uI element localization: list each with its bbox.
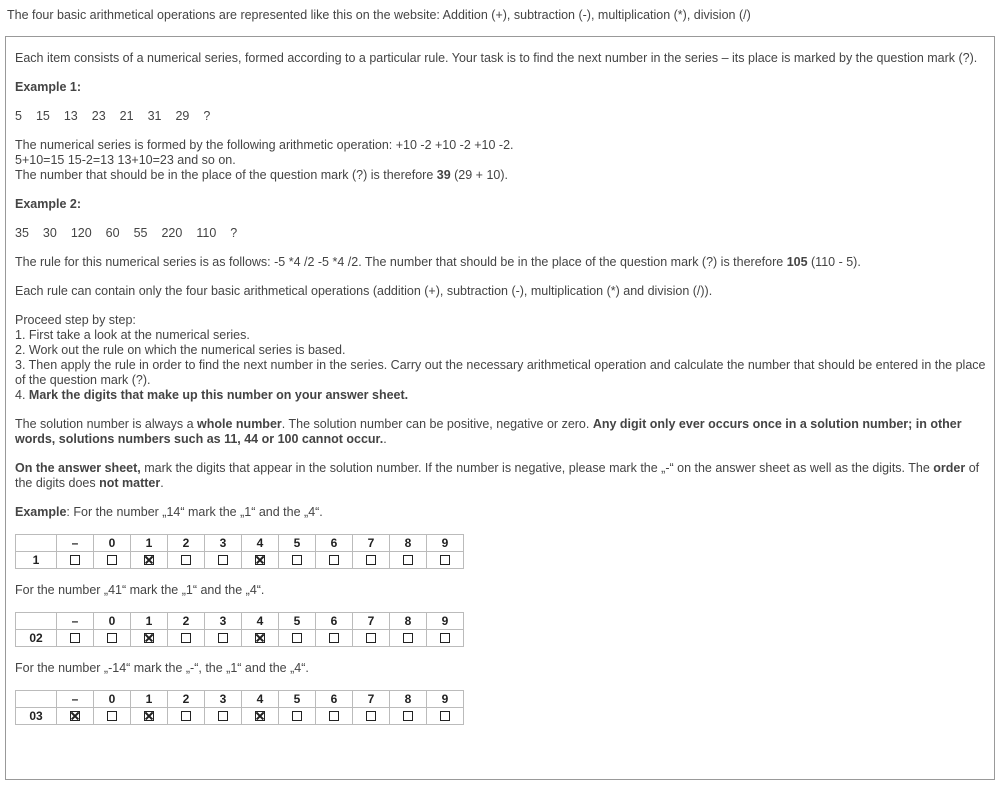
series-number: 120 [70, 226, 92, 240]
checkbox-icon[interactable] [70, 633, 80, 643]
checkbox-cell [131, 630, 168, 647]
column-header: 1 [131, 691, 168, 708]
checkbox-cell [242, 630, 279, 647]
checkbox-icon[interactable] [107, 711, 117, 721]
answer-table-2 [15, 612, 464, 647]
column-header: 5 [279, 691, 316, 708]
series-number: 31 [147, 109, 162, 123]
example2-series [15, 226, 987, 241]
column-header: 1 [131, 535, 168, 552]
step-4: 4. Mark the digits that make up this number on your answer sheet. [15, 388, 409, 402]
checkbox-icon[interactable] [329, 555, 339, 565]
checkbox-icon[interactable] [292, 711, 302, 721]
row-label: 02 [16, 630, 57, 647]
column-header: 4 [242, 535, 279, 552]
series-number: 35 [15, 226, 29, 240]
example1-explanation [15, 138, 987, 183]
checkbox-icon[interactable] [440, 711, 450, 721]
checkbox-cell [205, 708, 242, 725]
caption-3: For the number „-14“ mark the „-“, the „1“ and the „4“. [15, 661, 309, 675]
step-2: 2. Work out the rule on which the numerical series is based. [15, 343, 346, 357]
checked-checkbox-icon[interactable] [144, 633, 154, 643]
checkbox-icon[interactable] [107, 555, 117, 565]
checkbox-icon[interactable] [403, 633, 413, 643]
checkbox-cell [316, 552, 353, 569]
row-label: 03 [16, 708, 57, 725]
column-header: – [57, 535, 94, 552]
example1-line2: 5+10=15 15-2=13 13+10=23 and so on. [15, 153, 236, 167]
column-header: 9 [427, 613, 464, 630]
series-number: ? [203, 109, 211, 123]
checkbox-cell [316, 630, 353, 647]
column-header: 7 [353, 691, 390, 708]
series-number: 60 [105, 226, 120, 240]
checkbox-cell [279, 630, 316, 647]
checkbox-icon[interactable] [329, 711, 339, 721]
column-header: 4 [242, 691, 279, 708]
column-header: 0 [94, 613, 131, 630]
checkbox-cell [427, 552, 464, 569]
checkbox-cell [390, 552, 427, 569]
series-number: 13 [63, 109, 78, 123]
checked-checkbox-icon[interactable] [255, 555, 265, 565]
example1-series [15, 109, 987, 124]
column-header: 4 [242, 613, 279, 630]
instructions-box [5, 36, 995, 780]
example1-heading: Example 1: [15, 80, 82, 94]
checkbox-cell [353, 708, 390, 725]
column-header: 2 [168, 691, 205, 708]
example3-caption: Example: For the number „14“ mark the „1“ and the „4“. [15, 505, 323, 519]
column-header: 0 [94, 691, 131, 708]
series-number: 29 [175, 109, 190, 123]
checkbox-cell [316, 708, 353, 725]
instructions-content [15, 51, 987, 725]
series-number: 21 [119, 109, 134, 123]
checkbox-cell [427, 630, 464, 647]
series-number: 220 [161, 226, 183, 240]
series-number: 15 [35, 109, 50, 123]
checkbox-icon[interactable] [70, 555, 80, 565]
steps-list [15, 313, 987, 403]
series-number: 5 [15, 109, 22, 123]
column-header: 6 [316, 535, 353, 552]
checkbox-icon[interactable] [292, 555, 302, 565]
checkbox-icon[interactable] [181, 633, 191, 643]
column-header: 8 [390, 613, 427, 630]
checkbox-cell [242, 552, 279, 569]
column-header: 3 [205, 613, 242, 630]
series-number: 30 [42, 226, 57, 240]
checkbox-cell [353, 552, 390, 569]
checked-checkbox-icon[interactable] [70, 711, 80, 721]
column-header: 1 [131, 613, 168, 630]
checked-checkbox-icon[interactable] [255, 711, 265, 721]
checkbox-icon[interactable] [366, 555, 376, 565]
checkbox-cell [205, 552, 242, 569]
task-description: Each item consists of a numerical series, formed according to a particular rule. Your task is to find the next number in the series – its place is marked by the question mark (?). [15, 51, 978, 65]
example1-line3: The number that should be in the place of the question mark (?) is therefore 39 (29 + 10). [15, 168, 508, 182]
checkbox-cell [279, 552, 316, 569]
intro-text: The four basic arithmetical operations are represented like this on the website: Addition (+), subtraction (-), multiplication (*), division (/) [7, 8, 751, 22]
column-header: 0 [94, 535, 131, 552]
rule-note: Each rule can contain only the four basic arithmetical operations (addition (+), subtraction (-), multiplication (*) and division (/)). [15, 284, 713, 298]
checkbox-icon[interactable] [181, 711, 191, 721]
checkbox-icon[interactable] [292, 633, 302, 643]
column-header: 2 [168, 613, 205, 630]
checkbox-icon[interactable] [403, 555, 413, 565]
table-corner [16, 613, 57, 630]
table-corner [16, 691, 57, 708]
checkbox-icon[interactable] [366, 633, 376, 643]
checkbox-cell [57, 630, 94, 647]
column-header: 3 [205, 691, 242, 708]
caption-2: For the number „41“ mark the „1“ and the „4“. [15, 583, 265, 597]
checkbox-cell [94, 552, 131, 569]
checkbox-cell [57, 552, 94, 569]
checkbox-cell [390, 708, 427, 725]
checkbox-icon[interactable] [218, 555, 228, 565]
column-header: 6 [316, 691, 353, 708]
checked-checkbox-icon[interactable] [144, 555, 154, 565]
column-header: 6 [316, 613, 353, 630]
checkbox-cell [131, 708, 168, 725]
example1-line1: The numerical series is formed by the following arithmetic operation: +10 -2 +10 -2 +10 -2. [15, 138, 514, 152]
checkbox-cell [205, 630, 242, 647]
checkbox-cell [168, 630, 205, 647]
checkbox-icon[interactable] [218, 711, 228, 721]
series-number: ? [230, 226, 238, 240]
checkbox-icon[interactable] [366, 711, 376, 721]
solution-note: The solution number is always a whole number. The solution number can be positive, negative or zero. Any digit only ever occurs once in a solution number; in other words, solutions numbers such as 11, 44 or 100 cannot occur.. [15, 417, 962, 446]
table-corner [16, 535, 57, 552]
checked-checkbox-icon[interactable] [255, 633, 265, 643]
checkbox-cell [168, 552, 205, 569]
column-header: 8 [390, 535, 427, 552]
checkbox-icon[interactable] [218, 633, 228, 643]
checkbox-cell [131, 552, 168, 569]
checkbox-icon[interactable] [329, 633, 339, 643]
answer-table-1 [15, 534, 464, 569]
column-header: – [57, 691, 94, 708]
column-header: 9 [427, 535, 464, 552]
checked-checkbox-icon[interactable] [144, 711, 154, 721]
column-header: 7 [353, 535, 390, 552]
column-header: – [57, 613, 94, 630]
checkbox-cell [279, 708, 316, 725]
example2-heading: Example 2: [15, 197, 82, 211]
checkbox-cell [94, 630, 131, 647]
column-header: 2 [168, 535, 205, 552]
example2-explanation: The rule for this numerical series is as follows: -5 *4 /2 -5 *4 /2. The number that should be in the place of the question mark (?) is therefore 105 (110 - 5). [15, 255, 861, 269]
column-header: 8 [390, 691, 427, 708]
column-header: 9 [427, 691, 464, 708]
series-number: 23 [91, 109, 106, 123]
checkbox-cell [353, 630, 390, 647]
checkbox-cell [94, 708, 131, 725]
checkbox-cell [427, 708, 464, 725]
series-number: 55 [133, 226, 148, 240]
checkbox-icon[interactable] [181, 555, 191, 565]
series-number: 110 [196, 226, 217, 240]
answer-sheet-note: On the answer sheet, mark the digits that appear in the solution number. If the number is negative, please mark the „-“ on the answer sheet as well as the digits. The order of the digits does not matter. [15, 461, 980, 490]
checkbox-icon[interactable] [107, 633, 117, 643]
checkbox-cell [242, 708, 279, 725]
column-header: 3 [205, 535, 242, 552]
step-3: 3. Then apply the rule in order to find the next number in the series. Carry out the necessary arithmetical operation and calculate the number that should be entered in the place of the question mark (?). [15, 358, 986, 387]
row-label: 1 [16, 552, 57, 569]
step-1: 1. First take a look at the numerical series. [15, 328, 250, 342]
steps-intro: Proceed step by step: [15, 313, 136, 327]
checkbox-icon[interactable] [440, 555, 450, 565]
column-header: 5 [279, 535, 316, 552]
checkbox-icon[interactable] [403, 711, 413, 721]
checkbox-cell [168, 708, 205, 725]
answer-table-3 [15, 690, 464, 725]
checkbox-icon[interactable] [440, 633, 450, 643]
column-header: 7 [353, 613, 390, 630]
checkbox-cell [390, 630, 427, 647]
column-header: 5 [279, 613, 316, 630]
checkbox-cell [57, 708, 94, 725]
